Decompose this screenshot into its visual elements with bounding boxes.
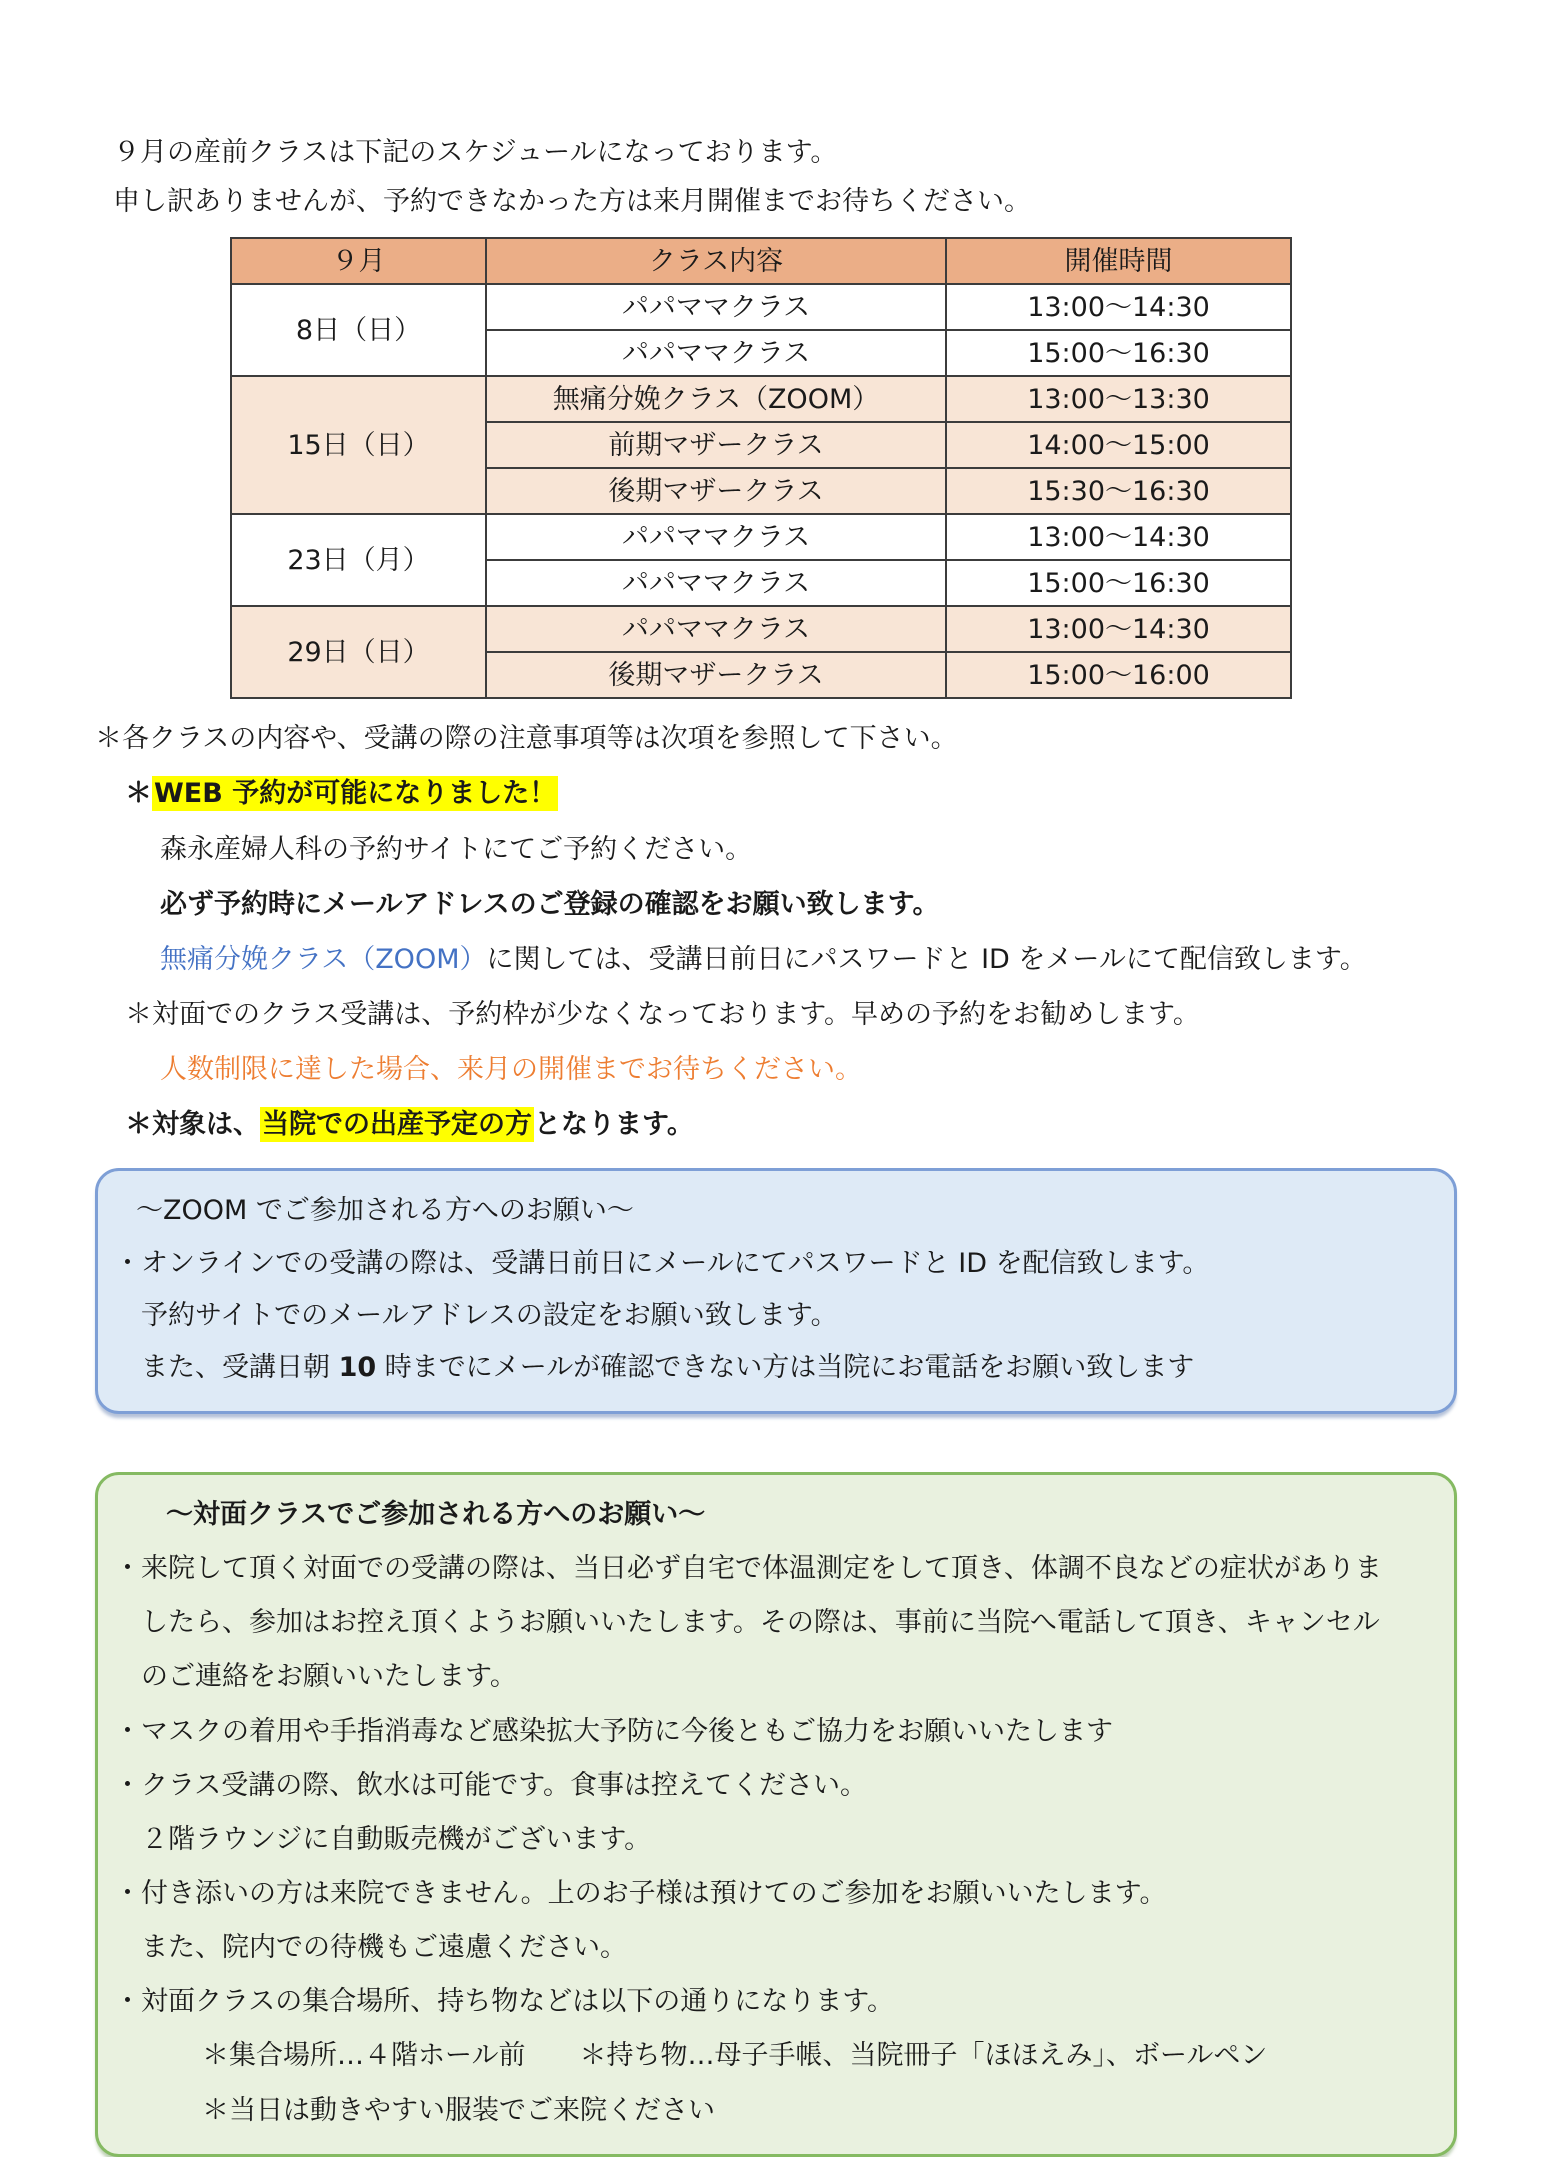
class-schedule-table bbox=[230, 237, 1292, 699]
time-cell: 13:00～14:30 bbox=[946, 514, 1291, 560]
note-reservation-site: 森永産婦人科の予約サイトにてご予約ください。 bbox=[160, 833, 753, 865]
target-prefix: ＊対象は、 bbox=[125, 1109, 260, 1141]
time-cell: 13:00～14:30 bbox=[946, 284, 1291, 330]
zoom-note-rest: に関しては、受講日前日にパスワードと ID をメールにて配信致します。 bbox=[486, 943, 1367, 975]
target-highlight: 当院での出産予定の方 bbox=[262, 1109, 532, 1141]
table-row bbox=[231, 606, 1291, 652]
note-web-reservation bbox=[125, 774, 1548, 813]
meeting-place-and-items: ＊集合場所…４階ホール前 ＊持ち物…母子手帳、当院冊子「ほほえみ」、ボールペン bbox=[202, 2040, 1268, 2072]
bullet-temperature-check-2: したら、参加はお控え頂くようお願いいたします。その際は、事前に当院へ電話して頂き、キャンセル bbox=[141, 1607, 1380, 1639]
web-reservation-highlight: WEB 予約が可能になりました！ bbox=[154, 778, 557, 810]
target-suffix: となります。 bbox=[534, 1109, 694, 1141]
phone-line-pre: また、受講日朝 bbox=[141, 1351, 339, 1383]
time-cell: 15:00～16:30 bbox=[946, 330, 1291, 376]
note-reference: ＊各クラスの内容や、受講の際の注意事項等は次項を参照して下さい。 bbox=[95, 723, 958, 755]
zoom-class-label: 無痛分娩クラス（ZOOM） bbox=[160, 943, 487, 975]
date-cell: 29日（日） bbox=[231, 606, 486, 698]
zoom-box-line-online: ・オンラインでの受講の際は、受講日前日にメールにてパスワードと ID を配信致します。 bbox=[114, 1247, 1210, 1279]
intro-line-1: ９月の産前クラスは下記のスケジュールになっております。 bbox=[113, 137, 838, 168]
time-cell: 13:00～14:30 bbox=[946, 606, 1291, 652]
bullet-temperature-check-1: ・来院して頂く対面での受講の際は、当日必ず自宅で体温測定をして頂き、体調不良などの症状がありま bbox=[114, 1553, 1382, 1585]
in-person-box-title: ～対面クラスでご参加される方へのお願い～ bbox=[166, 1498, 706, 1530]
class-cell: 前期マザークラス bbox=[486, 422, 946, 468]
note-reservation-slots: ＊対面でのクラス受講は、予約枠が少なくなっております。早めの予約をお勧めします。 bbox=[125, 998, 1200, 1030]
zoom-participants-box bbox=[95, 1168, 1457, 1414]
phone-line-time: 10 bbox=[338, 1351, 377, 1383]
bullet-no-companions-2: また、院内での待機もご遠慮ください。 bbox=[141, 1932, 627, 1964]
table-row bbox=[231, 514, 1291, 560]
class-cell: パパママクラス bbox=[486, 330, 946, 376]
notes-section bbox=[95, 719, 1548, 1144]
header-time: 開催時間 bbox=[946, 238, 1291, 284]
table-row bbox=[231, 376, 1291, 422]
zoom-box-line-phone bbox=[141, 1348, 1426, 1387]
class-cell: パパママクラス bbox=[486, 560, 946, 606]
table-header-row bbox=[231, 238, 1291, 284]
class-cell: 後期マザークラス bbox=[486, 468, 946, 514]
time-cell: 13:00～13:30 bbox=[946, 376, 1291, 422]
bullet-meeting-info: ・対面クラスの集合場所、持ち物などは以下の通りになります。 bbox=[114, 1986, 895, 2018]
class-cell: 無痛分娩クラス（ZOOM） bbox=[486, 376, 946, 422]
date-cell: 23日（月） bbox=[231, 514, 486, 606]
time-cell: 15:00～16:00 bbox=[946, 652, 1291, 698]
zoom-box-line-mail-setting: 予約サイトでのメールアドレスの設定をお願い致します。 bbox=[141, 1299, 838, 1331]
bullet-mask-sanitizing: ・マスクの着用や手指消毒など感染拡大予防に今後ともご協力をお願いいたします bbox=[114, 1715, 1113, 1747]
note-capacity-limit: 人数制限に達した場合、来月の開催までお待ちください。 bbox=[160, 1054, 862, 1086]
class-cell: パパママクラス bbox=[486, 606, 946, 652]
note-zoom-password bbox=[160, 940, 1548, 979]
header-month: ９月 bbox=[231, 238, 486, 284]
bullet-drinking-water-1: ・クラス受講の際、飲水は可能です。食事は控えてください。 bbox=[114, 1769, 868, 1801]
class-cell: パパママクラス bbox=[486, 514, 946, 560]
bullet-no-companions-1: ・付き添いの方は来院できません。上のお子様は預けてのご参加をお願いいたします。 bbox=[114, 1877, 1167, 1909]
time-cell: 14:00～15:00 bbox=[946, 422, 1291, 468]
table-row bbox=[231, 284, 1291, 330]
class-cell: パパママクラス bbox=[486, 284, 946, 330]
zoom-box-title: ～ZOOM でご参加される方へのお願い～ bbox=[136, 1195, 634, 1227]
date-cell: 15日（日） bbox=[231, 376, 486, 514]
date-cell: 8日（日） bbox=[231, 284, 486, 376]
header-class-content: クラス内容 bbox=[486, 238, 946, 284]
time-cell: 15:00～16:30 bbox=[946, 560, 1291, 606]
in-person-participants-box bbox=[95, 1472, 1457, 2157]
time-cell: 15:30～16:30 bbox=[946, 468, 1291, 514]
bullet-temperature-check-3: のご連絡をお願いいたします。 bbox=[141, 1661, 517, 1693]
clothing-note: ＊当日は動きやすい服装でご来院ください bbox=[202, 2094, 715, 2126]
note-target-audience bbox=[125, 1105, 1548, 1144]
class-cell: 後期マザークラス bbox=[486, 652, 946, 698]
bullet-drinking-water-2: ２階ラウンジに自動販売機がございます。 bbox=[141, 1823, 652, 1855]
asterisk-mark: ＊ bbox=[125, 778, 152, 810]
phone-line-post: 時までにメールが確認できない方は当院にお電話をお願い致します bbox=[376, 1351, 1195, 1383]
note-mail-confirmation: 必ず予約時にメールアドレスのご登録の確認をお願い致します。 bbox=[160, 888, 940, 920]
intro-line-2: 申し訳ありませんが、予約できなかった方は来月開催までお待ちください。 bbox=[113, 186, 1031, 218]
